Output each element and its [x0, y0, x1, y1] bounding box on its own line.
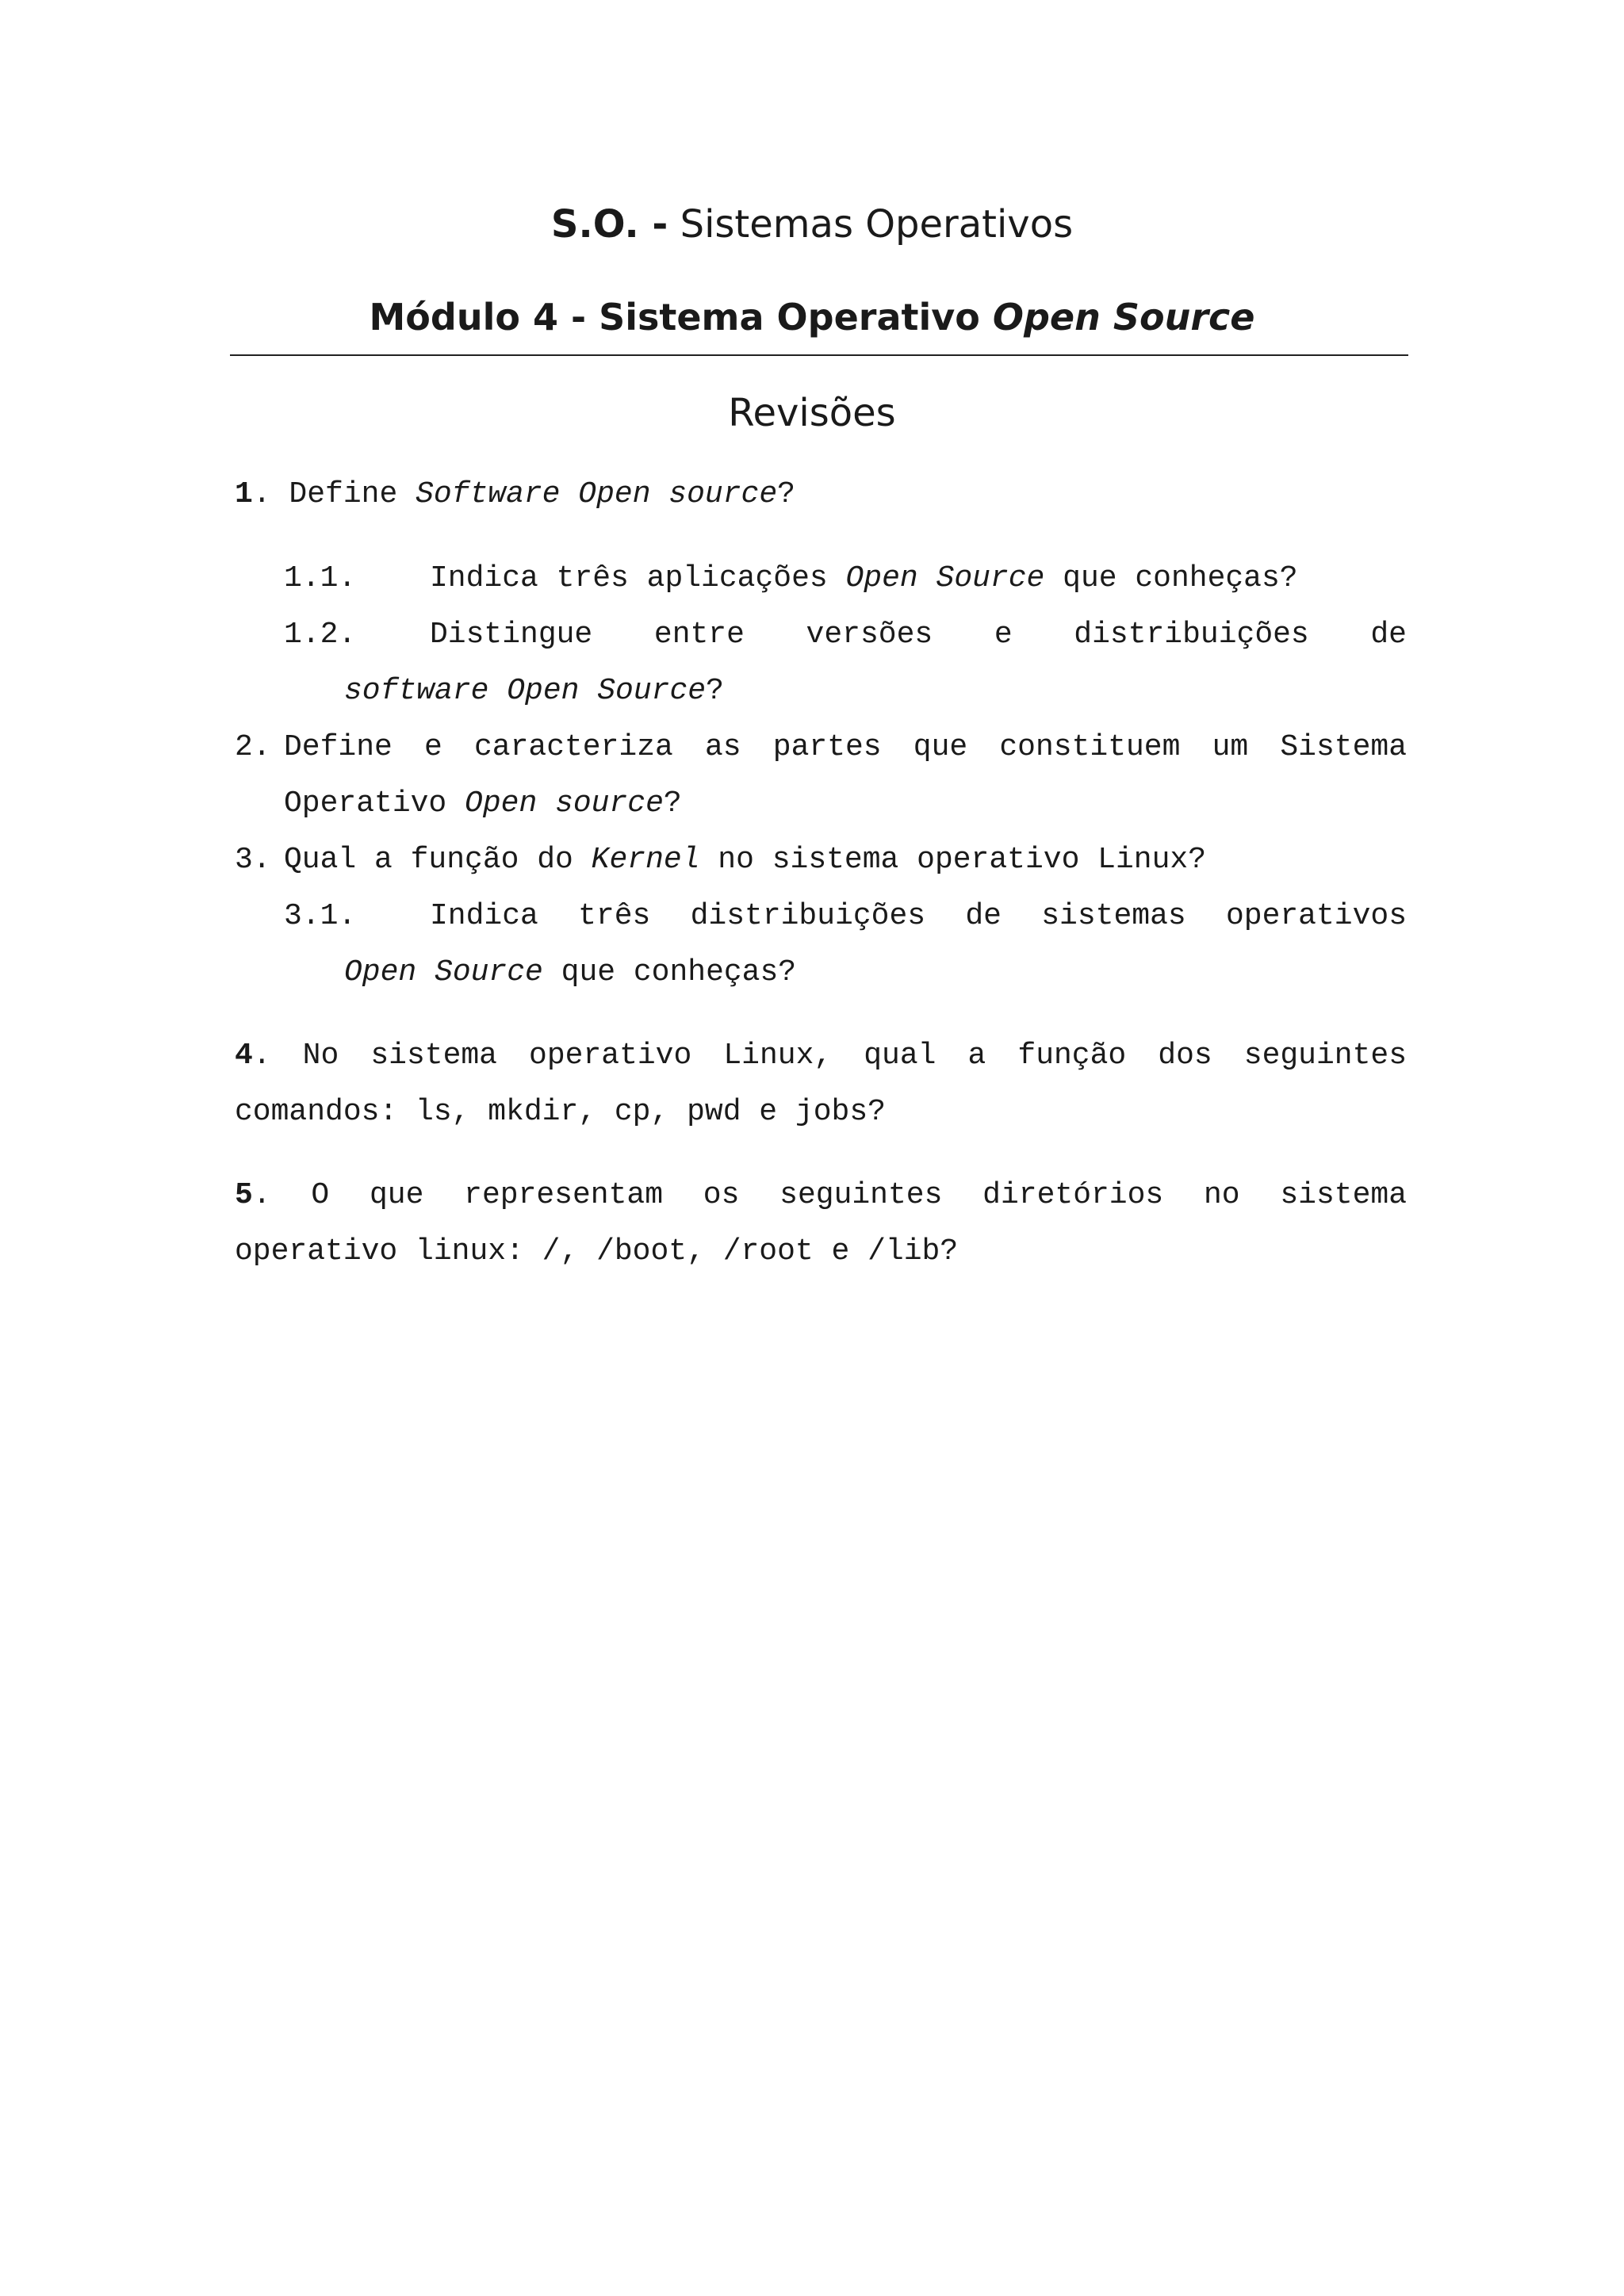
question-number: 5 — [235, 1178, 253, 1212]
question-1-2-line-2 — [344, 663, 724, 719]
question-1-1-text — [430, 550, 1298, 607]
question-text: . Define — [252, 477, 416, 511]
question-text-end: que conheças? — [542, 955, 797, 989]
title-name: Sistemas Operativos — [680, 202, 1074, 247]
question-italic-term: software Open Source — [344, 674, 707, 708]
module-title — [0, 292, 1624, 342]
section-heading: Revisões — [728, 391, 896, 435]
question-text: . O que representam os seguintes diretórios no sistema — [252, 1178, 1407, 1212]
title-divider — [230, 354, 1408, 356]
question-italic-term: Open Source — [344, 955, 543, 989]
document-title — [0, 198, 1624, 251]
module-title-plain: Módulo 4 - Sistema Operativo — [369, 296, 980, 339]
question-text-end: no sistema operativo Linux? — [699, 843, 1207, 877]
question-text-end: ? — [777, 477, 795, 511]
module-title-italic: Open Source — [992, 296, 1255, 339]
question-text: Qual a função do — [284, 843, 592, 877]
question-3 — [235, 832, 271, 888]
question-1 — [235, 466, 795, 522]
question-number: 1.1. — [284, 561, 357, 595]
question-number: 1.2. — [284, 618, 357, 652]
question-2 — [235, 719, 271, 775]
question-italic-term: Kernel — [591, 843, 700, 877]
question-number: 3.1. — [284, 899, 357, 933]
question-text-end: ? — [706, 674, 724, 708]
question-3-1-line-1: Indica três distribuições de sistemas operativos — [430, 899, 1407, 933]
question-5-line-2: operativo linux: /, /boot, /root e /lib? — [235, 1234, 959, 1269]
question-3-text — [284, 832, 1206, 888]
question-text: Indica três aplicações — [430, 561, 846, 595]
question-text: Operativo — [284, 786, 465, 821]
question-text: . No sistema operativo Linux, qual a função dos seguintes — [252, 1039, 1407, 1073]
title-abbreviation: S.O. - — [550, 202, 668, 247]
question-3-1 — [284, 888, 356, 944]
question-text-end: ? — [663, 786, 682, 821]
question-italic-term: Open Source — [845, 561, 1045, 595]
question-1-2-line-1: Distingue entre versões e distribuições de — [430, 618, 1407, 652]
question-5-line-1 — [235, 1167, 1407, 1223]
question-4-line-2: comandos: ls, mkdir, cp, pwd e jobs? — [235, 1095, 886, 1129]
question-2-line-1: Define e caracteriza as partes que constituem um Sistema — [284, 730, 1407, 764]
question-text-end: que conheças? — [1044, 561, 1298, 595]
question-number: 2. — [235, 730, 271, 764]
question-3-1-line-2 — [344, 944, 796, 1001]
question-number: 3. — [235, 843, 271, 877]
question-1-2 — [284, 607, 356, 663]
question-italic-term: Open source — [465, 786, 664, 821]
question-1-1 — [284, 550, 356, 607]
question-italic-term: Software Open source — [416, 477, 778, 511]
question-2-line-2 — [284, 775, 682, 832]
question-number: 1 — [235, 477, 253, 511]
question-4-line-1 — [235, 1027, 1407, 1084]
question-number: 4 — [235, 1039, 253, 1073]
